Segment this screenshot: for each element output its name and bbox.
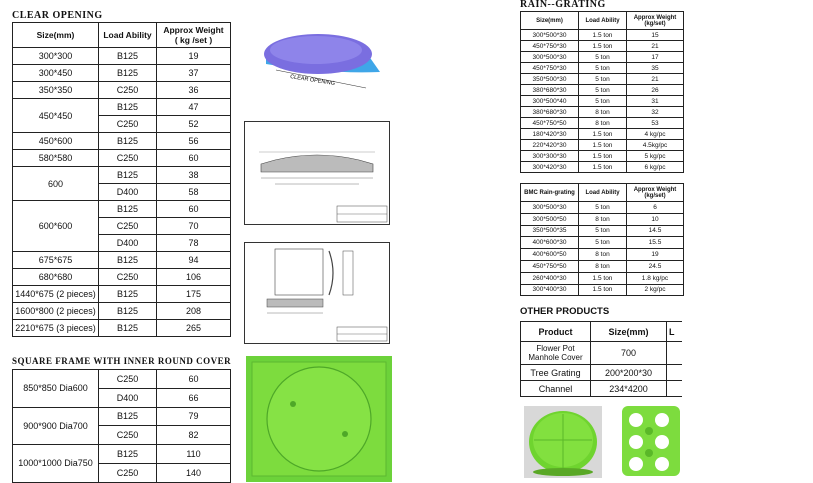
table-row: 450*750*30 5 ton 35	[521, 63, 684, 74]
table-row: 2210*675 (3 pieces) B125 265	[13, 320, 231, 337]
header-load: Load Ability	[579, 12, 627, 30]
rain-grating-heading: RAIN--GRATING	[520, 0, 606, 10]
clear-opening-table	[12, 22, 231, 337]
manhole-cover-render	[256, 30, 386, 90]
table-row: 400*600*30 5 ton 15.5	[521, 237, 684, 249]
table-row: 220*420*30 1.5 ton 4.5kg/pc	[521, 140, 684, 151]
table-row: 1000*1000 Dia750 B125 110	[13, 445, 231, 464]
technical-drawing-square	[244, 242, 390, 344]
header-load: Load Ability	[579, 184, 627, 202]
header-product: BMC Rain-grating	[521, 184, 579, 202]
header-size: Size(mm)	[591, 322, 667, 342]
table-row: 900*900 Dia700 B125 79	[13, 407, 231, 426]
table-row: 1440*675 (2 pieces) B125 175	[13, 286, 231, 303]
table-row: C250 70	[13, 218, 231, 235]
table-row: 350*350 C250 36	[13, 82, 231, 99]
table-row: 380*680*30 5 ton 26	[521, 85, 684, 96]
table-row: 350*500*35 5 ton 14.5	[521, 225, 684, 237]
table-row: C250 52	[13, 116, 231, 133]
table-row: 300*300 B125 19	[13, 48, 231, 65]
header-weight: Approx Weight ( kg /set )	[157, 23, 231, 48]
table-row: 450*600 B125 56	[13, 133, 231, 150]
other-products-heading: OTHER PRODUCTS	[520, 306, 610, 317]
table-row: 300*300*30 1.5 ton 5 kg/pc	[521, 151, 684, 162]
clear-opening-label: CLEAR OPENING	[289, 74, 336, 88]
table-row: 180*420*30 1.5 ton 4 kg/pc	[521, 129, 684, 140]
table-row: 300*420*30 1.5 ton 6 kg/pc	[521, 162, 684, 173]
header-truncated: L	[667, 322, 683, 342]
header-size: Size(mm)	[521, 12, 579, 30]
table-row: 300*450 B125 37	[13, 65, 231, 82]
table-row: 450*750*50 8 ton 24.5	[521, 260, 684, 272]
tree-grating-photo	[620, 404, 682, 478]
table-row: 450*750*30 1.5 ton 21	[521, 41, 684, 52]
header-product: Product	[521, 322, 591, 342]
table-row: 350*500*30 5 ton 21	[521, 74, 684, 85]
rain-grating-table	[520, 11, 684, 173]
table-row: 680*680 C250 106	[13, 269, 231, 286]
table-row: 600 B125 38	[13, 167, 231, 184]
table-row: C250 140	[13, 463, 231, 482]
header-size: Size(mm)	[13, 23, 99, 48]
table-row: D400 66	[13, 388, 231, 407]
square-frame-table	[12, 369, 231, 483]
green-square-frame-photo	[246, 356, 392, 482]
table-row: 300*500*30 5 ton 6	[521, 202, 684, 214]
flower-pot-cover-photo	[524, 406, 602, 478]
table-row: Tree Grating 200*200*30	[521, 365, 683, 381]
table-row: Flower Pot Manhole Cover 700	[521, 342, 683, 365]
technical-drawing-round	[244, 121, 390, 225]
table-row: 450*750*50 8 ton 53	[521, 118, 684, 129]
table-row: 850*850 Dia600 C250 60	[13, 370, 231, 389]
table-row: 300*400*30 1.5 ton 2 kg/pc	[521, 284, 684, 296]
table-row: 450*450 B125 47	[13, 99, 231, 116]
table-row: 300*500*40 5 ton 31	[521, 96, 684, 107]
table-header	[521, 12, 684, 30]
table-row: 300*500*50 8 ton 10	[521, 213, 684, 225]
bmc-grating-table	[520, 183, 684, 296]
square-frame-heading: SQUARE FRAME WITH INNER ROUND COVER	[12, 356, 232, 366]
table-row: 600*600 B125 60	[13, 201, 231, 218]
table-row: 300*500*30 5 ton 17	[521, 52, 684, 63]
table-row: 380*680*30 8 ton 32	[521, 107, 684, 118]
header-load: Load Ability	[99, 23, 157, 48]
table-row: D400 78	[13, 235, 231, 252]
table-row: 260*400*30 1.5 ton 1.8 kg/pc	[521, 272, 684, 284]
table-row: Channel 234*4200	[521, 381, 683, 397]
table-row: 300*500*30 1.5 ton 15	[521, 30, 684, 41]
table-row: 580*580 C250 60	[13, 150, 231, 167]
table-row: 400*600*50 8 ton 19	[521, 249, 684, 261]
table-header	[521, 322, 683, 342]
header-weight: Approx Weight (kg/set)	[627, 12, 684, 30]
clear-opening-heading: CLEAR OPENING	[12, 10, 103, 21]
table-header	[13, 23, 231, 48]
table-header	[521, 184, 684, 202]
table-row: 1600*800 (2 pieces) B125 208	[13, 303, 231, 320]
header-weight: Approx Weight (kg/set)	[627, 184, 684, 202]
table-row: 675*675 B125 94	[13, 252, 231, 269]
table-row: C250 82	[13, 426, 231, 445]
other-products-table	[520, 321, 682, 397]
other-products-clip	[520, 321, 682, 399]
table-row: D400 58	[13, 184, 231, 201]
